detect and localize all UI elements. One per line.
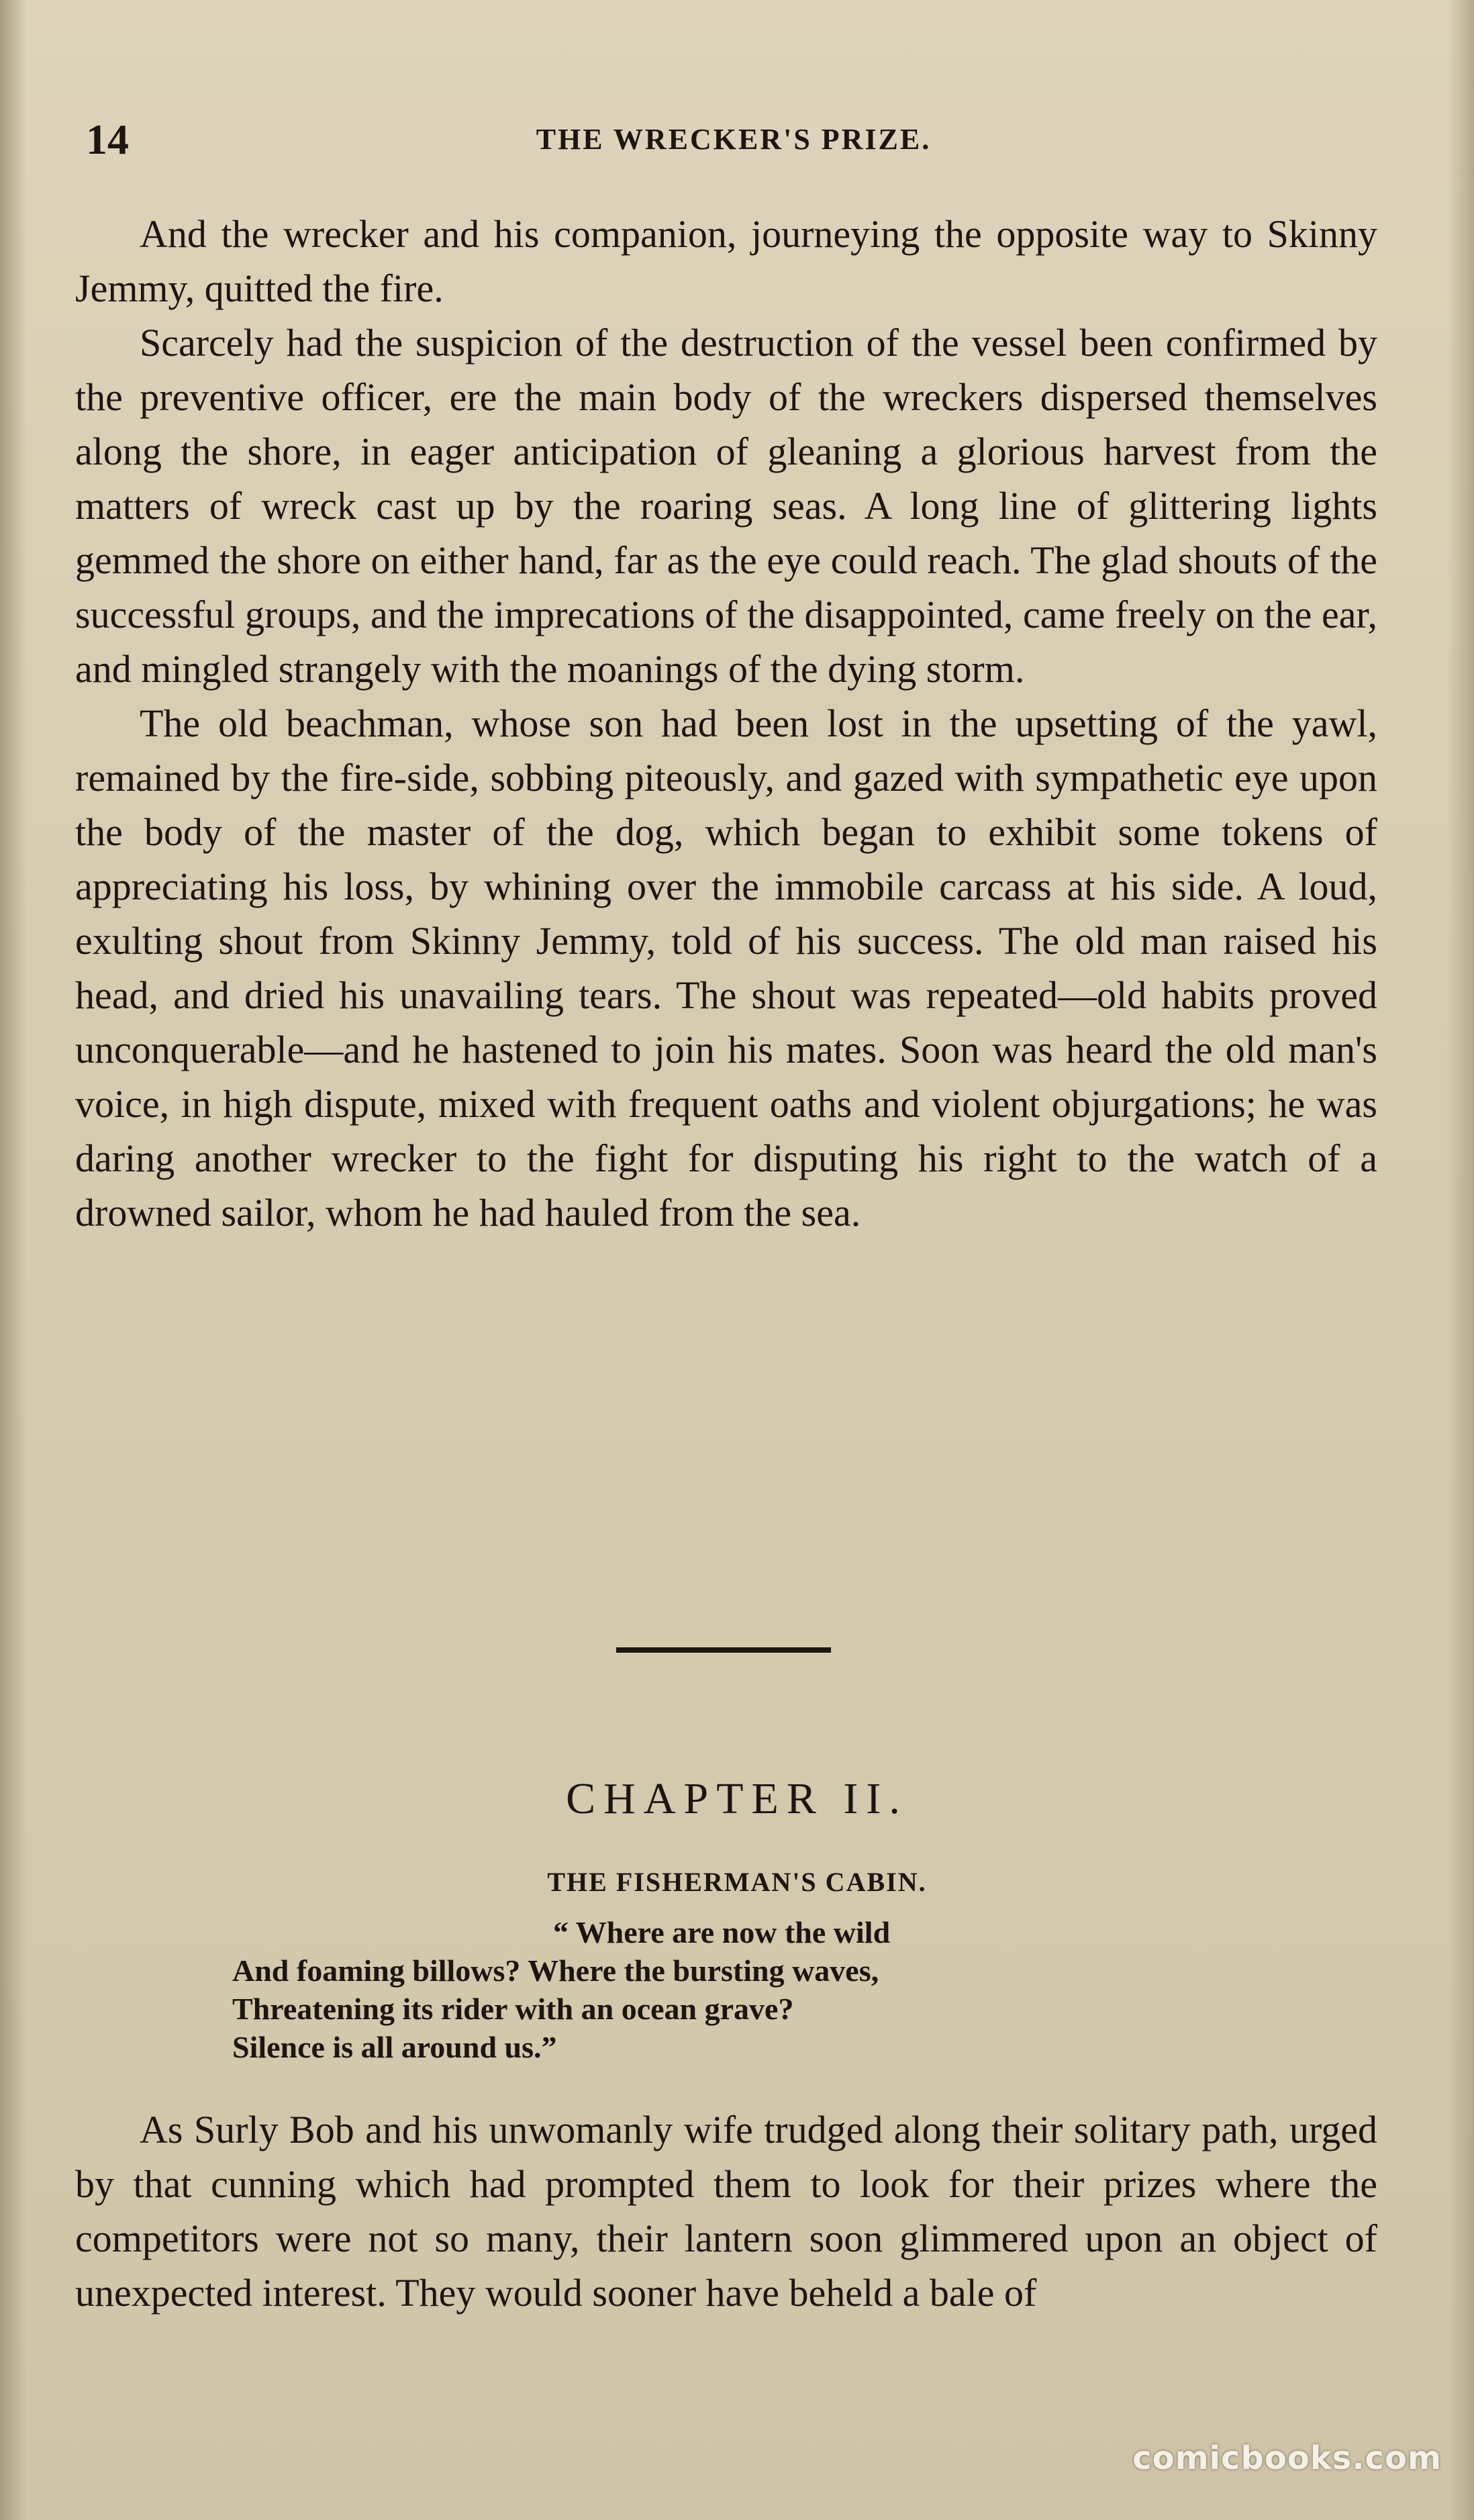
- running-title: THE WRECKER'S PRIZE.: [536, 123, 932, 156]
- page-edge-right: [1447, 0, 1474, 2520]
- chapter-body-text: [75, 2102, 1377, 2320]
- watermark: comicbooks.com: [1132, 2439, 1442, 2477]
- epigraph-line: Threatening its rider with an ocean grave?: [232, 1992, 794, 2026]
- chapter-title: CHAPTER II.: [566, 1774, 908, 1823]
- section-divider: [616, 1647, 831, 1653]
- page-header: [86, 113, 1381, 166]
- body-text: [75, 207, 1377, 1240]
- page-number: 14: [86, 115, 129, 163]
- epigraph-line: Silence is all around us.”: [232, 2030, 557, 2064]
- epigraph-line: And foaming billows? Where the bursting waves,: [232, 1953, 879, 1988]
- paragraph: As Surly Bob and his unwomanly wife trudged along their solitary path, urged by that cunning which had prompted them to look for their prizes where the competitors were not so many, their lantern soon glimmered upon an object of unexpected interest. They would sooner have beheld a bale of: [75, 2108, 1377, 2315]
- paragraph: The old beachman, whose son had been lost in the upsetting of the yawl, remained by the fire-side, sobbing piteously, and gazed with sympathetic eye upon the body of the master of the dog, which began to exhibit some tokens of appreciating his loss, by whining over the immobile carcass at his side. A loud, exulting shout from Skinny Jemmy, told of his success. The old man raised his head, and dried his unavailing tears. The shout was repeated—old habits proved unconquerable—and he hastened to join his mates. Soon was heard the old man's voice, in high dispute, mixed with frequent oaths and violent objurgations; he was daring another wrecker to the fight for disputing his right to the watch of a drowned sailor, whom he had hauled from the sea.: [75, 701, 1377, 1234]
- epigraph-line: “ Where are now the wild: [553, 1915, 891, 1949]
- paragraph: Scarcely had the suspicion of the destruction of the vessel been confirmed by the preventive officer, ere the main body of the wreckers dispersed themselves along the shore, in eager anticipation of gleaning a glorious harvest from the matters of wreck cast up by the roaring seas. A long line of glittering lights gemmed the shore on either hand, far as the eye could reach. The glad shouts of the successful groups, and the imprecations of the disappointed, came freely on the ear, and mingled strangely with the moanings of the dying storm.: [75, 321, 1377, 691]
- paragraph: And the wrecker and his companion, journeying the opposite way to Skinny Jemmy, quitted the fire.: [75, 212, 1377, 310]
- chapter-subtitle: THE FISHERMAN'S CABIN.: [547, 1867, 927, 1897]
- epigraph: [232, 1913, 1239, 2066]
- page-edge-left: [0, 0, 27, 2520]
